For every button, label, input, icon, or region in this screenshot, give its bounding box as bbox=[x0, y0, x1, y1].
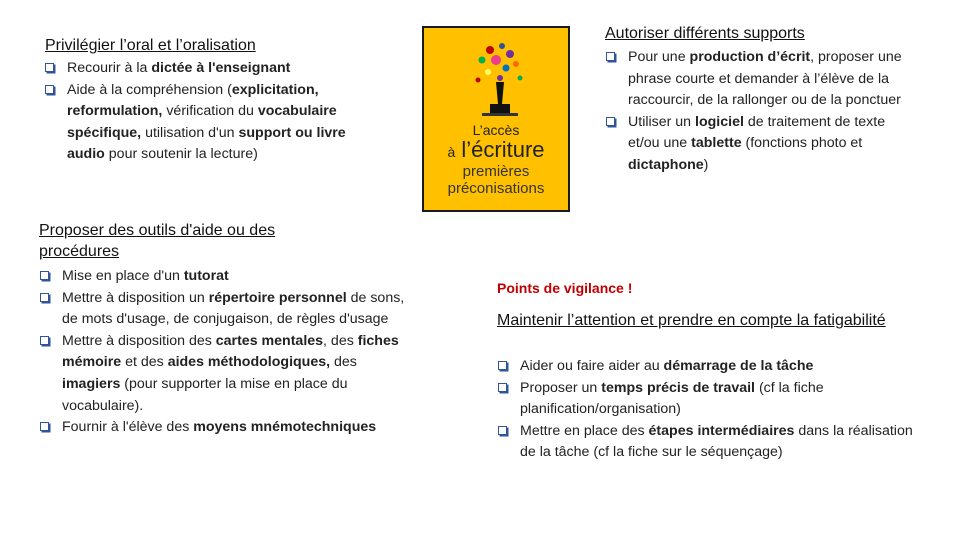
bold-text: imagiers bbox=[62, 375, 121, 392]
section-title-supports: Autoriser différents supports bbox=[605, 25, 805, 42]
section-title-oral: Privilégier l’oral et l’oralisation bbox=[45, 37, 256, 54]
checkbox-bullet-icon bbox=[606, 52, 615, 61]
section-title-outils: Proposer des outils d'aide ou des procédures bbox=[39, 222, 276, 260]
list-oral bbox=[45, 58, 370, 166]
bold-text: dictaphone bbox=[628, 156, 704, 173]
bold-text: vocabulaire spécifique, bbox=[67, 103, 337, 141]
vigilance-suffix: ! bbox=[623, 280, 633, 296]
list-item bbox=[40, 331, 405, 417]
ink-pen-illustration-icon bbox=[460, 38, 536, 122]
text-segment: utilisation d'un bbox=[141, 124, 239, 141]
text-segment: (cf la fiche planification/organisation) bbox=[520, 379, 824, 418]
bold-text: tutorat bbox=[183, 268, 229, 284]
bold-text: cartes mentales bbox=[215, 332, 324, 349]
text-segment: Aider ou faire aider au bbox=[520, 358, 664, 374]
text-segment: , des bbox=[323, 332, 358, 349]
checkbox-bullet-icon bbox=[498, 383, 507, 392]
bold-text: répertoire personnel bbox=[208, 289, 347, 306]
checkbox-bullet-icon bbox=[40, 422, 49, 431]
bold-text: dictée à l'enseignant bbox=[151, 60, 291, 76]
poster-line2-prefix: à bbox=[447, 144, 456, 160]
bold-text: explicitation, bbox=[231, 81, 319, 98]
text-segment: pour soutenir la lecture) bbox=[104, 146, 258, 163]
poster-line3: premières préconisations bbox=[447, 163, 545, 197]
text-segment: des bbox=[330, 354, 357, 371]
text-segment: de traitement de texte et/ou une bbox=[628, 113, 886, 152]
text-segment: Mise en place d'un bbox=[62, 268, 184, 284]
text-segment: vérification du bbox=[162, 103, 258, 120]
bold-text: logiciel bbox=[695, 113, 744, 130]
list-item bbox=[45, 80, 370, 166]
text-segment: (fonctions photo et bbox=[741, 135, 863, 152]
text-segment: et des bbox=[121, 354, 168, 371]
poster-acces-ecriture bbox=[422, 26, 570, 212]
bold-text: moyens mnémotechniques bbox=[193, 419, 377, 436]
poster-line2 bbox=[424, 137, 568, 163]
text-segment: (pour supporter la mise en place du vocabulaire). bbox=[62, 375, 348, 414]
section-title-attention: Maintenir l’attention et prendre en compte la fatigabilité bbox=[497, 312, 886, 329]
checkbox-bullet-icon bbox=[45, 85, 54, 94]
text-segment: Aide à la compréhension ( bbox=[67, 81, 232, 98]
list-item bbox=[45, 58, 370, 80]
vigilance-label bbox=[497, 280, 632, 296]
checkbox-bullet-icon bbox=[498, 361, 507, 370]
bold-text: démarrage de la tâche bbox=[663, 358, 814, 374]
text-segment: Mettre en place des bbox=[520, 422, 649, 439]
list-item bbox=[40, 417, 405, 439]
bold-text: aides méthodologiques, bbox=[167, 354, 331, 371]
bold-text: tablette bbox=[691, 135, 742, 152]
bold-text: temps précis de travail bbox=[601, 379, 756, 396]
text-segment: de sons, de mots d'usage, de conjugaison, de règles d'usage bbox=[62, 289, 405, 328]
vigilance-text: Points de vigilance bbox=[497, 280, 624, 296]
text-segment: Proposer un bbox=[520, 379, 602, 396]
text-segment: ) bbox=[703, 156, 709, 173]
checkbox-bullet-icon bbox=[498, 426, 507, 435]
bold-text: fiches mémoire bbox=[62, 332, 399, 371]
list-attention bbox=[498, 356, 918, 464]
text-segment: Mettre à disposition des bbox=[62, 332, 216, 349]
list-item bbox=[498, 421, 918, 464]
checkbox-bullet-icon bbox=[606, 117, 615, 126]
list-item bbox=[606, 47, 911, 112]
list-item bbox=[606, 112, 911, 177]
text-segment: , proposer une phrase courte et demander à l’élève de la raccourcir, de la rallonger ou de la ponctuer bbox=[628, 49, 902, 109]
checkbox-bullet-icon bbox=[45, 63, 54, 72]
text-segment: Utiliser un bbox=[628, 113, 696, 130]
list-item bbox=[498, 356, 918, 378]
poster-line2-main: l’écriture bbox=[461, 137, 545, 162]
list-outils bbox=[40, 266, 405, 439]
bold-text: reformulation, bbox=[67, 103, 163, 120]
bold-text: étapes intermédiaires bbox=[648, 422, 795, 439]
list-supports bbox=[606, 47, 911, 177]
list-item bbox=[40, 266, 405, 288]
checkbox-bullet-icon bbox=[40, 336, 49, 345]
text-segment: Mettre à disposition un bbox=[62, 289, 209, 306]
poster-line1: L’accès bbox=[472, 122, 520, 138]
text-segment: Pour une bbox=[628, 49, 690, 65]
bold-text: production d’écrit bbox=[689, 49, 811, 65]
list-item bbox=[498, 378, 918, 421]
text-segment: dans la réalisation de la tâche (cf la fiche sur le séquençage) bbox=[520, 422, 913, 461]
bold-text: support ou livre audio bbox=[67, 124, 346, 163]
text-segment: Recourir à la bbox=[67, 60, 152, 76]
list-item bbox=[40, 288, 405, 331]
checkbox-bullet-icon bbox=[40, 271, 49, 280]
checkbox-bullet-icon bbox=[40, 293, 49, 302]
text-segment: Fournir à l'élève des bbox=[62, 419, 194, 436]
